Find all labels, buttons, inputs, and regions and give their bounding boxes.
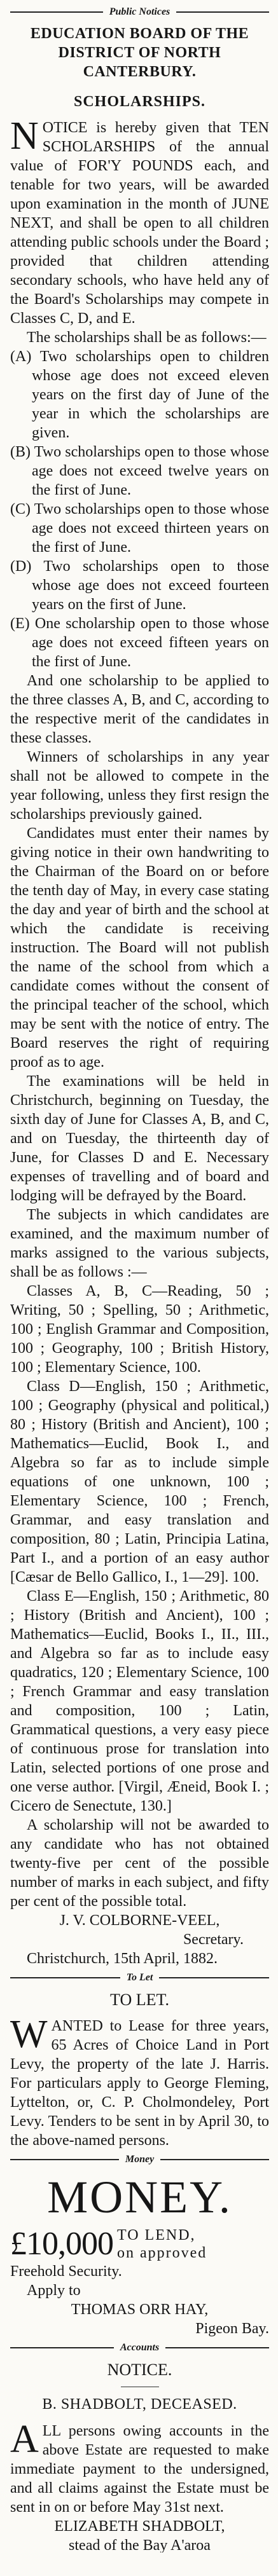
scholarship-item-a: (A) Two scholarships open to children whose age does not exceed eleven years on the first day of June of the year in which the scholarships are given.	[10, 348, 269, 441]
class-d-paragraph: Class D—English, 150 ; Arithmetic, 100 ; Geography (physical and political,) 80 ; History (British and Ancient), 100 ; Mathematics—Euclid, Book I., and Algebra so far as to include simple equations of one unknown, 100 ; Elementary Science, 100 ; French, Grammar, and easy translation and composition, 80 ; Latin, Principia Latina, Part I., and a portion of an easy author [Cæsar de Bello Gallico, I., 1—29]. 100.	[10, 1378, 269, 1586]
scholarships-heading: SCHOLARSHIPS.	[73, 93, 206, 110]
money-header-label: Money	[125, 2154, 155, 2165]
scholarship-item-e: (E) One scholarship open to those whose age does not exceed fifteen years on the first of June.	[10, 615, 269, 670]
board-title-line: EDUCATION BOARD OF THE	[30, 25, 249, 42]
to-let-header	[10, 1972, 269, 1983]
intro-dropcap: N	[10, 114, 39, 158]
money-terms	[117, 2226, 269, 2262]
header-rule-right	[176, 11, 269, 13]
accounts-deceased: B. SHADBOLT, DECEASED.	[42, 2396, 237, 2413]
header-rule-left	[10, 1977, 120, 1978]
header-rule-right	[160, 2159, 269, 2160]
accounts-notice	[10, 2418, 269, 2517]
accounts-dropcap: A	[10, 2418, 39, 2461]
class-abc-paragraph: Classes A, B, C—Reading, 50 ; Writing, 50 ; Spelling, 50 ; Arithmetic, 100 ; English Grammar and Composition, 100 ; Geography, 100 ; British History, 100 ; Elementary Science, 100.	[10, 1283, 269, 1376]
accounts-header-label: Accounts	[120, 2342, 160, 2353]
money-to-lend: TO LEND,	[117, 2227, 196, 2244]
money-approved: on approved	[117, 2245, 207, 2261]
paragraph-examinations: The examinations will be held in Christchurch, beginning on Tuesday, the sixth day of June for Classes A, B, and C, and on Tuesday, the thirteenth day of June, for Classes D and E. Necessary expenses of travelling and of board and lodging will be defrayed by the Board.	[10, 1073, 269, 1204]
paragraph-one-scholarship: And one scholarship to be applied to the three classes A, B, and C, according to the respective merit of the candidates in these classes.	[10, 673, 269, 746]
class-e-paragraph: Class E—English, 150 ; Arithmetic, 80 ; History (British and Ancient), 100 ; Mathematics—Euclid, Books I., II., III., and Algebra so far as to include easy quadratics, 120 ; Elementary Science, 100 ; French Grammar and easy translation and composition, 100 ; Latin, Grammatical questions, a very easy piece of continuous prose for translation into Latin, selected portions of one prose and one verse author. [Virgil, Æneid, Book I. ; Cicero de Senectute, 130.]	[10, 1588, 269, 1814]
intro-text: OTICE is hereby given that TEN SCHOLARSHIPS of the annual value of FOR'Y POUNDS each, and tenable for two years, will be awarded upon examination in the month of JUNE NEXT, and shall be open to all children attending public schools under the Board ; provided that children attending secondary schools, who have held any of the Board's Scholarships may compete in Classes C, D, and E.	[10, 120, 269, 327]
scholarship-item-c: (C) Two scholarships open to those whose age does not exceed thirteen years on the first of June.	[10, 501, 269, 556]
board-title-line: DISTRICT OF NORTH	[58, 45, 221, 61]
scholarship-item-d: (D) Two scholarships open to those whose age does not exceed fourteen years on the first of June.	[10, 558, 269, 613]
money-title: MONEY.	[47, 2172, 232, 2223]
header-rule-left	[10, 2159, 119, 2160]
to-let-notice	[10, 2013, 269, 2150]
header-rule-right	[165, 2347, 269, 2348]
money-header	[10, 2154, 269, 2165]
accounts-signature-tail: stead of the Bay A'aroa	[69, 2537, 211, 2552]
accounts-header	[10, 2342, 269, 2353]
public-notices-header	[10, 6, 269, 18]
public-notices-header-label: Public Notices	[109, 6, 170, 17]
money-contact: THOMAS ORR HAY,	[71, 2301, 209, 2318]
scholarship-item-b: (B) Two scholarships open to those whose age does not exceed twelve years on the first of June.	[10, 444, 269, 498]
paragraph-winners: Winners of scholarships in any year shall not be allowed to compete in the year following, unless they first resign the scholarships previously gained.	[10, 749, 269, 823]
header-rule-left	[10, 2347, 114, 2348]
paragraph-candidates: Candidates must enter their names by giving notice in their own handwriting to the Chairman of the Board on or before the tenth day of May, in every case stating the day and year of birth and the school at which the candidate is receiving instruction. The Board will not publish the name of the school from which a candidate comes without the consent of the principal teacher of the school, which may be sent with the notice of entry. The Board reserves the right of requiring proof as to age.	[10, 825, 269, 1071]
signature-title: Secretary.	[183, 1931, 244, 1948]
accounts-signature: ELIZABETH SHADBOLT,	[54, 2518, 225, 2535]
money-amount: £10,000	[10, 2226, 113, 2262]
accounts-text: LL persons owing accounts in the above Estate are requested to make immediate payment to the undersigned, and all claims against the Estate must be sent in on or before May 31st next.	[10, 2423, 269, 2516]
to-let-text: ANTED to Lease for three years, 65 Acres of Choice Land in Port Levy, the property of the late J. Harris. For particulars apply to George Fleming, Lyttelton, or, C. P. Cholmondeley, Port Levy. Tenders to be sent in by April 30, to the above-named persons.	[10, 2018, 269, 2149]
scholarship-intro: The scholarships shall be as follows:—	[27, 329, 267, 346]
money-security: Freehold Security.	[10, 2263, 122, 2280]
date-line: Christchurch, 15th April, 1882.	[27, 1950, 218, 1967]
award-condition-paragraph: A scholarship will not be awarded to any candidate who has not obtained twenty-five per cent of the possible number of marks in each subject, and fifty per cent of the possible total.	[10, 1817, 269, 1910]
money-amount-line	[10, 2226, 269, 2262]
intro-notice	[10, 114, 269, 328]
money-apply: Apply to	[27, 2282, 81, 2299]
to-let-dropcap: W	[10, 2013, 48, 2056]
to-let-title: TO LET.	[110, 1990, 169, 2009]
to-let-header-label: To Let	[126, 1972, 153, 1983]
paragraph-subjects: The subjects in which candidates are examined, and the maximum number of marks assigned to the various subjects, shall be as follows :—	[10, 1207, 269, 1280]
board-title	[10, 24, 269, 81]
scholarship-list	[10, 347, 269, 671]
board-title-line: CANTERBURY.	[83, 64, 197, 80]
header-rule-left	[10, 11, 103, 13]
signature-name: J. V. COLBORNE-VEEL,	[59, 1912, 220, 1929]
header-rule-right	[159, 1977, 269, 1978]
accounts-title: NOTICE.	[107, 2360, 172, 2379]
money-location: Pigeon Bay.	[195, 2320, 269, 2337]
